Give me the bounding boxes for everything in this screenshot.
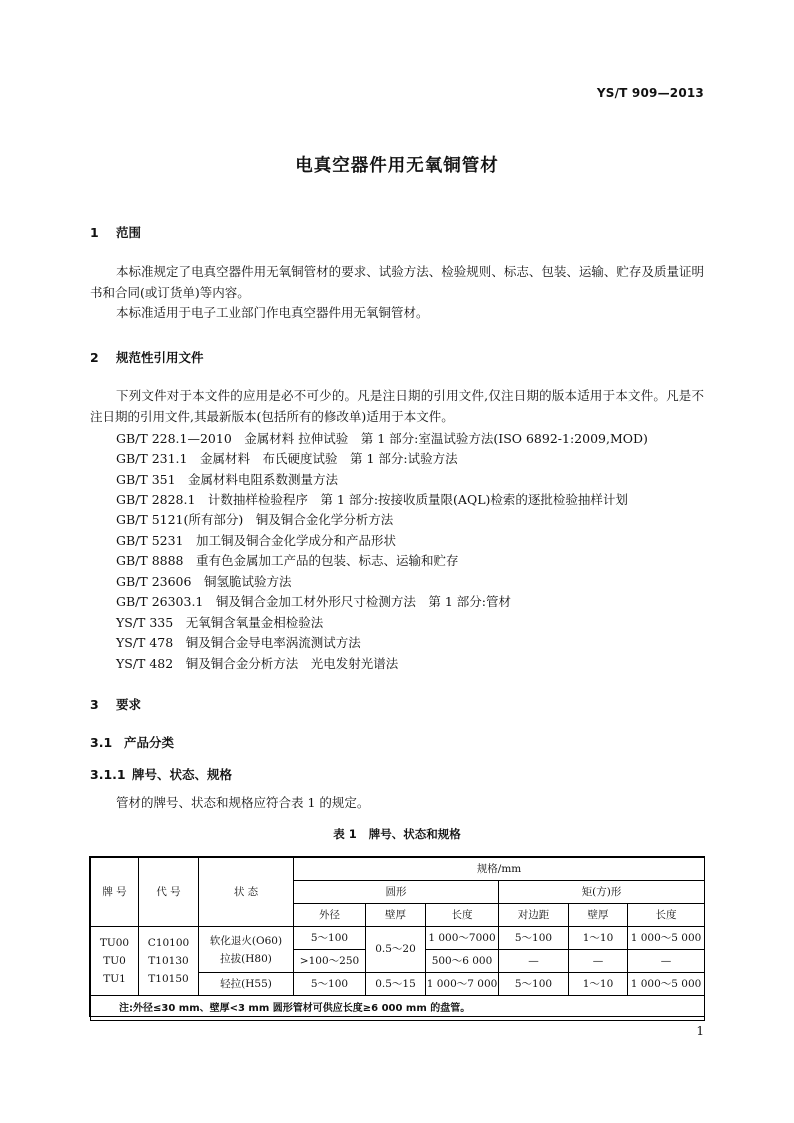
reference-item: GB/T 228.1—2010 金属材料 拉伸试验 第 1 部分:室温试验方法(ISO 6892-1:2009,MOD) bbox=[116, 431, 648, 446]
table-header-row bbox=[91, 858, 705, 881]
temper-value: 拉拔(H80) bbox=[220, 952, 272, 965]
section-2-paragraph-1: 下列文件对于本文件的应用是必不可少的。凡是注日期的引用文件,仅注日期的版本适用于本文件。凡是不注日期的引用文件,其最新版本(包括所有的修改单)适用于本文件。 bbox=[90, 388, 704, 424]
round-wall-cell: 0.5～20 bbox=[366, 927, 426, 973]
header-round-length: 长度 bbox=[426, 904, 499, 927]
reference-item: GB/T 231.1 金属材料 布氏硬度试验 第 1 部分:试验方法 bbox=[116, 451, 458, 466]
temper-value: 软化退火(O60) bbox=[209, 934, 283, 947]
section-title: 规范性引用文件 bbox=[116, 350, 204, 365]
rect-length-cell: — bbox=[628, 950, 705, 973]
document-title: 电真空器件用无氧铜管材 bbox=[295, 156, 499, 176]
reference-item: GB/T 26303.1 铜及铜合金加工材外形尺寸检测方法 第 1 部分:管材 bbox=[116, 594, 511, 609]
section-number: 3 bbox=[90, 697, 99, 712]
reference-item: GB/T 2828.1 计数抽样检验程序 第 1 部分:按接收质量限(AQL)检索的逐批检验抽样计划 bbox=[116, 492, 628, 507]
section-title: 要求 bbox=[116, 697, 142, 712]
spec-table bbox=[90, 857, 705, 1021]
table-note-row bbox=[91, 996, 705, 1021]
table-caption bbox=[0, 826, 794, 842]
table-caption-title: 牌号、状态和规格 bbox=[368, 827, 461, 841]
round-od-cell: 5～100 bbox=[294, 973, 366, 996]
reference-item: YS/T 478 铜及铜合金导电率涡流测试方法 bbox=[116, 635, 361, 650]
section-3-heading bbox=[90, 695, 141, 713]
rect-length-cell: 1 000～5 000 bbox=[628, 973, 705, 996]
standard-code: YS/T 909—2013 bbox=[596, 86, 704, 100]
rect-length-cell: 1 000～5 000 bbox=[628, 927, 705, 950]
reference-item: GB/T 23606 铜氢脆试验方法 bbox=[116, 574, 292, 589]
page-number: 1 bbox=[696, 1024, 704, 1038]
round-od-cell: 5～100 bbox=[294, 927, 366, 950]
header-rect-across-flats: 对边距 bbox=[499, 904, 569, 927]
table-row bbox=[91, 927, 705, 950]
section-2-heading bbox=[90, 348, 204, 366]
header-rect: 矩(方)形 bbox=[499, 881, 705, 904]
section-title: 牌号、状态、规格 bbox=[132, 767, 233, 782]
section-3-1-1-heading bbox=[90, 765, 232, 783]
round-od-cell: >100～250 bbox=[294, 950, 366, 973]
reference-item: GB/T 351 金属材料电阻系数测量方法 bbox=[116, 472, 339, 487]
reference-item: GB/T 5231 加工铜及铜合金化学成分和产品形状 bbox=[116, 533, 397, 548]
round-length-cell: 1 000～7 000 bbox=[426, 973, 499, 996]
rect-across-flats-cell: 5～100 bbox=[499, 927, 569, 950]
section-1-heading bbox=[90, 223, 141, 241]
rect-wall-cell: 1～10 bbox=[569, 973, 628, 996]
section-title: 范围 bbox=[116, 225, 142, 240]
reference-item: YS/T 335 无氧铜含氧量金相检验法 bbox=[116, 615, 324, 630]
rect-wall-cell: 1～10 bbox=[569, 927, 628, 950]
section-number: 3.1.1 bbox=[90, 767, 126, 782]
grade-cell bbox=[91, 927, 139, 996]
table-note: 注:外径≤30 mm、壁厚<3 mm 圆形管材可供应长度≥6 000 mm 的盘管。 bbox=[91, 996, 705, 1021]
header-temper: 状 态 bbox=[199, 858, 294, 927]
grade-value: TU0 bbox=[103, 955, 126, 967]
table-caption-number: 表 1 bbox=[333, 827, 357, 841]
section-title: 产品分类 bbox=[124, 735, 175, 750]
header-rect-wall: 壁厚 bbox=[569, 904, 628, 927]
header-rect-length: 长度 bbox=[628, 904, 705, 927]
code-value: T10130 bbox=[148, 955, 189, 967]
round-length-cell: 1 000～7000 bbox=[426, 927, 499, 950]
code-value: C10100 bbox=[147, 937, 190, 949]
section-number: 3.1 bbox=[90, 735, 113, 750]
code-value: T10150 bbox=[148, 973, 189, 985]
reference-item: YS/T 482 铜及铜合金分析方法 光电发射光谱法 bbox=[116, 656, 399, 671]
section-1-paragraph-2: 本标准适用于电子工业部门作电真空器件用无氧铜管材。 bbox=[116, 305, 429, 320]
header-round-wall: 壁厚 bbox=[366, 904, 426, 927]
reference-item: GB/T 8888 重有色金属加工产品的包装、标志、运输和贮存 bbox=[116, 553, 459, 568]
round-length-cell: 500～6 000 bbox=[426, 950, 499, 973]
header-code: 代 号 bbox=[139, 858, 199, 927]
section-number: 2 bbox=[90, 350, 99, 365]
temper-cell bbox=[199, 927, 294, 973]
section-number: 1 bbox=[90, 225, 99, 240]
header-grade: 牌 号 bbox=[91, 858, 139, 927]
header-round: 圆形 bbox=[294, 881, 499, 904]
reference-item: GB/T 5121(所有部分) 铜及铜合金化学分析方法 bbox=[116, 512, 394, 527]
section-3-1-1-paragraph: 管材的牌号、状态和规格应符合表 1 的规定。 bbox=[116, 795, 370, 810]
rect-across-flats-cell: 5～100 bbox=[499, 973, 569, 996]
grade-value: TU1 bbox=[103, 973, 126, 985]
temper-cell: 轻拉(H55) bbox=[199, 973, 294, 996]
header-round-od: 外径 bbox=[294, 904, 366, 927]
code-cell bbox=[139, 927, 199, 996]
header-spec: 规格/mm bbox=[294, 858, 705, 881]
grade-value: TU00 bbox=[99, 937, 130, 949]
rect-across-flats-cell: — bbox=[499, 950, 569, 973]
section-1-paragraph-1: 本标准规定了电真空器件用无氧铜管材的要求、试验方法、检验规则、标志、包装、运输、贮存及质量证明书和合同(或订货单)等内容。 bbox=[90, 264, 704, 300]
round-wall-cell: 0.5～15 bbox=[366, 973, 426, 996]
section-3-1-heading bbox=[90, 733, 174, 751]
rect-wall-cell: — bbox=[569, 950, 628, 973]
